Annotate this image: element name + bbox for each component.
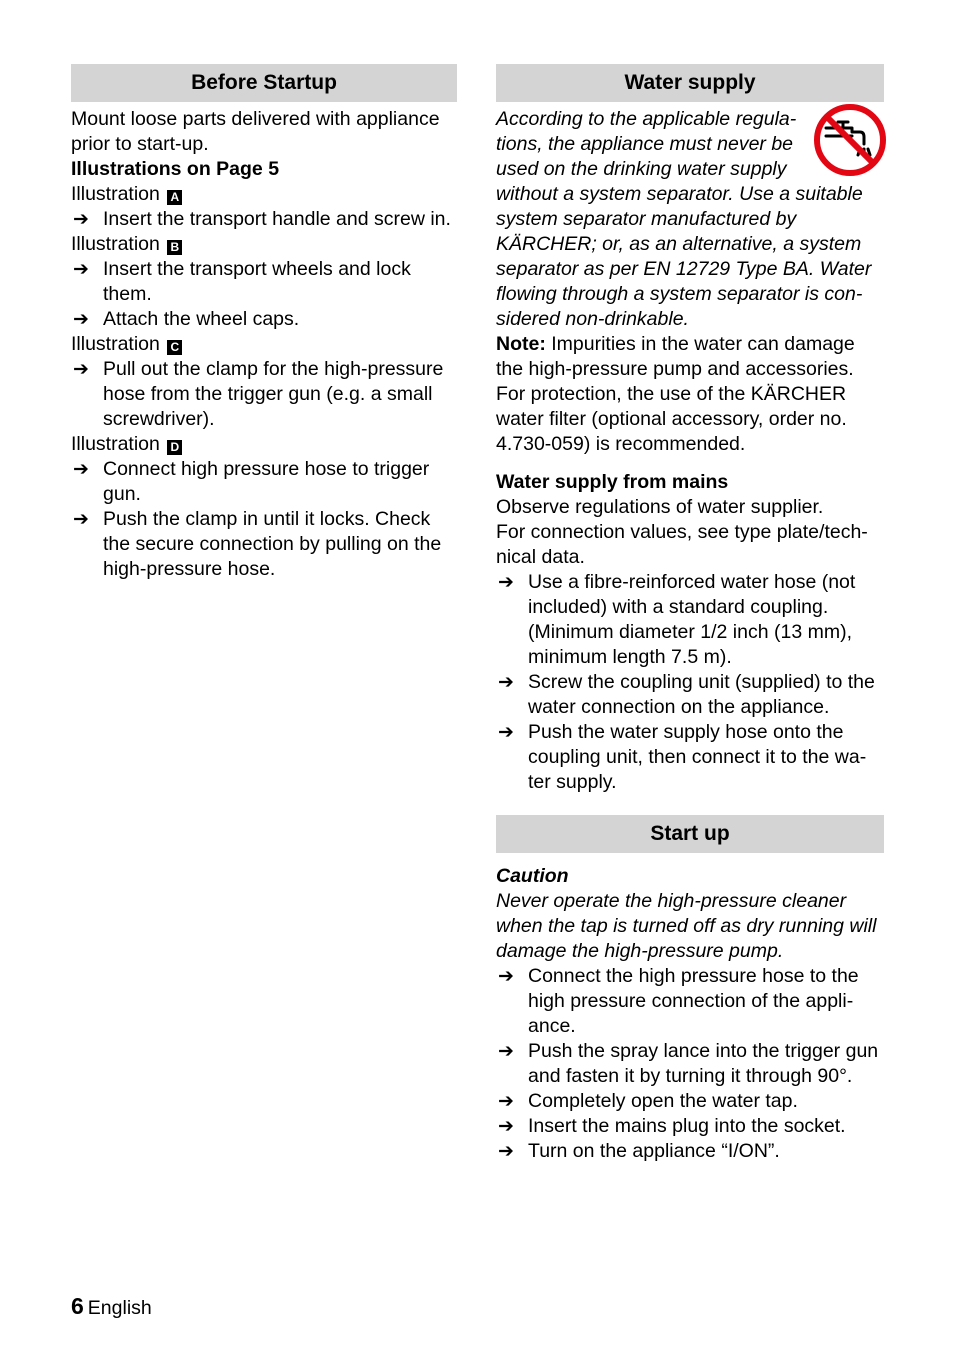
step-item [71, 207, 457, 232]
start-up-steps [496, 964, 884, 1164]
arrow-right-icon: ➔ [498, 722, 514, 743]
arrow-right-icon: ➔ [498, 966, 514, 987]
before-startup-heading: Before Startup [71, 64, 457, 102]
step-item [71, 257, 457, 307]
step-item [71, 457, 457, 507]
before-startup-intro: Mount loose parts delivered with appliance prior to start-up. [71, 108, 440, 155]
step-item [496, 720, 884, 795]
water-supply-content [496, 102, 884, 795]
step-text: Attach the wheel caps. [103, 308, 300, 330]
page-footer [71, 1294, 152, 1321]
step-item [71, 357, 457, 432]
step-text: Push the spray lance into the trigger gun and fasten it by turning it through 90°. [528, 1040, 879, 1087]
arrow-right-icon: ➔ [73, 359, 89, 380]
step-text: Insert the mains plug into the socket. [528, 1115, 846, 1137]
no-drinking-water-tap-icon [812, 102, 888, 178]
step-item [496, 570, 884, 670]
step-item [496, 1089, 884, 1114]
illustration-letter-badge: D [167, 440, 182, 455]
illustration-word: Illustration [71, 433, 160, 455]
arrow-right-icon: ➔ [73, 509, 89, 530]
page-number: 6 [71, 1293, 84, 1319]
arrow-right-icon: ➔ [73, 459, 89, 480]
illustration-label [71, 182, 457, 207]
step-text: Turn on the appliance “I/ON”. [528, 1140, 780, 1162]
arrow-right-icon: ➔ [498, 1091, 514, 1112]
arrow-right-icon: ➔ [498, 572, 514, 593]
step-item [496, 670, 884, 720]
step-text: Insert the transport wheels and lock them. [103, 258, 411, 305]
step-text: Connect the high pressure hose to the high pressure connection of the appli-ance. [528, 965, 859, 1037]
step-item [71, 307, 457, 332]
water-supply-note [496, 332, 884, 457]
illustration-word: Illustration [71, 333, 160, 355]
illustration-word: Illustration [71, 233, 160, 255]
step-item [496, 1039, 884, 1089]
arrow-right-icon: ➔ [498, 1116, 514, 1137]
note-text: Impurities in the water can damage the high-pressure pump and accessories. For protection, the use of the KÄRCHER water filter (optional accessory, order no. 4.730-059) is recommended. [496, 333, 855, 455]
footer-language: English [87, 1297, 152, 1319]
note-label: Note: [496, 333, 546, 355]
start-up-heading: Start up [496, 815, 884, 853]
step-item [496, 1139, 884, 1164]
illustration-label [71, 432, 457, 457]
right-column [496, 64, 884, 1164]
left-column [71, 64, 457, 582]
mains-line-2: For connection values, see type plate/tech-nical data. [496, 521, 868, 568]
step-text: Completely open the water tap. [528, 1090, 798, 1112]
water-supply-mains-heading: Water supply from mains [496, 471, 729, 493]
illustration-letter-badge: B [167, 240, 182, 255]
arrow-right-icon: ➔ [73, 259, 89, 280]
step-text: Screw the coupling unit (supplied) to the water connection on the appliance. [528, 671, 875, 718]
illustration-word: Illustration [71, 183, 160, 205]
water-supply-steps [496, 570, 884, 795]
mains-line-1: Observe regulations of water supplier. [496, 496, 824, 518]
water-supply-regulation: According to the applicable regula-tions, the appliance must never be used on the drinking water supply without a system separator. Use a suitable system separator manufactured by KÄRCHER; or, as an alternative, a system separator as per EN 12729 Type BA. Water flowing through a system separator is con-sidered non-drinkable. [496, 108, 872, 330]
illustration-label [71, 332, 457, 357]
illustrations-reference: Illustrations on Page 5 [71, 158, 280, 180]
caution-label: Caution [496, 865, 569, 887]
step-text: Connect high pressure hose to trigger gun. [103, 458, 430, 505]
step-item [71, 507, 457, 582]
step-item [496, 964, 884, 1039]
arrow-right-icon: ➔ [498, 672, 514, 693]
step-text: Push the water supply hose onto the coupling unit, then connect it to the wa-ter supply. [528, 721, 867, 793]
step-text: Pull out the clamp for the high-pressure hose from the trigger gun (e.g. a small screwdriver). [103, 358, 444, 430]
step-text: Insert the transport handle and screw in. [103, 208, 451, 230]
illustration-letter-badge: C [167, 340, 182, 355]
start-up-content [496, 853, 884, 1164]
step-item [496, 1114, 884, 1139]
step-text: Use a fibre-reinforced water hose (not included) with a standard coupling. (Minimum diameter 1/2 inch (13 mm), minimum length 7.5 m). [528, 571, 856, 668]
arrow-right-icon: ➔ [73, 209, 89, 230]
step-text: Push the clamp in until it locks. Check the secure connection by pulling on the high-pressure hose. [103, 508, 442, 580]
illustration-letter-badge: A [167, 190, 182, 205]
water-supply-heading: Water supply [496, 64, 884, 102]
illustration-list [71, 182, 457, 582]
arrow-right-icon: ➔ [73, 309, 89, 330]
arrow-right-icon: ➔ [498, 1041, 514, 1062]
before-startup-content [71, 102, 457, 582]
illustration-label [71, 232, 457, 257]
caution-text: Never operate the high-pressure cleaner when the tap is turned off as dry running will damage the high-pressure pump. [496, 890, 877, 962]
arrow-right-icon: ➔ [498, 1141, 514, 1162]
